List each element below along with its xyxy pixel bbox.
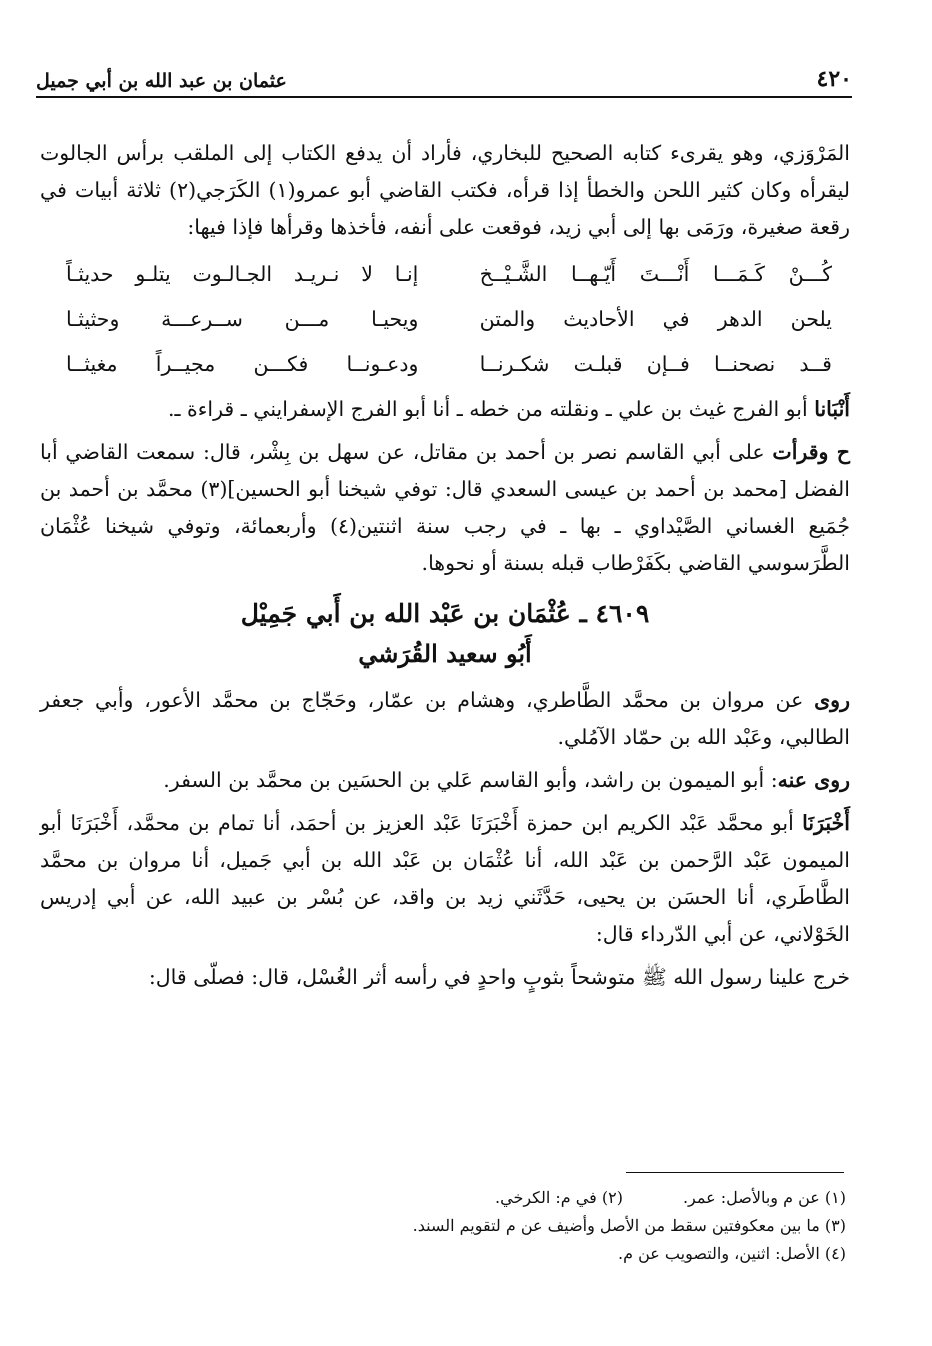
paragraph-4-text: عن مروان بن محمَّد الطَّاطري، وهشام بن عمّار، وحَجّاج بن محمَّد الأعور، وأبي جعفر الطالبي، وعَبْد الله بن حمّاد الآمُلي. — [40, 688, 850, 749]
paragraph-5 — [40, 762, 850, 799]
paragraph-4 — [40, 682, 850, 756]
poem — [40, 252, 850, 387]
paragraph-3-lead: ح وقرأت — [772, 440, 851, 464]
entry-subtitle: أَبُو سعيد القُرَشي — [358, 639, 532, 668]
paragraph-1: المَرْوَزي، وهو يقرىء كتابه الصحيح للبخاري، فأراد أن يدفع الكتاب إلى الملقب برأس الجالوت ليقرأه وكان كثير اللحن والخطأ إذا قرأه، فكتب القاضي أبو عمرو(١) الكَرَجي(٢) ثلاثة أبيات في رقعة صغيرة، ورَمَى بها إلى أبي زيد، فوقعت على أنفه، فأخذها وقرأها فإذا فيها: — [40, 141, 850, 239]
poem-verse-2 — [40, 297, 850, 342]
footnote-row — [300, 1184, 846, 1212]
running-title: عثمان بن عبد الله بن أبي جميل — [36, 70, 287, 92]
entry-heading — [40, 594, 850, 674]
paragraph-2 — [40, 391, 850, 428]
footnote-3: (٣) ما بين معكوفتين سقط من الأصل وأضيف عن م لتقويم السند. — [412, 1216, 846, 1235]
hemistich-right: قــد نصحنــا فــإن قبلـت شكـرنــا — [479, 352, 832, 376]
hemistich-left: إنـا لا نـريـد الجـالـوت يتلـو حديثـاً — [66, 262, 419, 286]
paragraph-7: خرج علينا رسول الله ﷺ متوشحاً بثوبٍ واحدٍ في رأسه أثر الغُسْل، قال: فصلّى قال: — [148, 965, 850, 989]
page-number: ٤٢٠ — [816, 66, 852, 92]
footnote-1: (١) عن م وبالأصل: عمر. — [682, 1188, 846, 1207]
hemistich-left: ويحيـا مـــن ســرعـــة وحثيثـا — [66, 307, 419, 331]
footnote-rule — [626, 1172, 844, 1173]
poem-verse-3 — [40, 342, 850, 387]
entry-title: ٤٦٠٩ ـ عُثْمَان بن عَبْد الله بن أَبي جَمِيْل — [240, 599, 650, 628]
paragraph-6-text: أبو محمَّد عَبْد الكريم ابن حمزة أَخْبَرَنَا عَبْد العزيز بن أحمَد، أنا تمام بن محمَّد، أَخْبَرَنَا أبو الميمون عَبْد الرَّحمن بن عَبْد الله، أنا عُثْمَان بن عَبْد الله بن أبي جَميل، أنا مروان بن محمَّد الطَّاطَري، أنا الحسَن بن يحيى، حَدَّثَني زيد بن واقد، عن بُسْر بن عبيد الله، عن أبي إدريس الخَوْلاني، عن أبي الدّرداء قال: — [40, 811, 850, 946]
hemistich-left: ودعـونــا فكـــن مجيــراً مغيثــا — [66, 352, 419, 376]
hemistich-right: يلحن الدهر في الأحاديث والمتن — [479, 307, 832, 331]
paragraph-2-text: أبو الفرج غيث بن علي ـ ونقلته من خطه ـ أنا أبو الفرج الإسفرايني ـ قراءة ـ. — [167, 397, 815, 421]
page-body — [40, 135, 850, 1002]
hemistich-right: كُـــنْ كَـمَـــا أَنْـــتَ أَيّـهــا الشَّـيْــخ — [479, 262, 832, 286]
footnote-4: (٤) الأصل: اثنين، والتصويب عن م. — [618, 1244, 846, 1263]
paragraph-5-text: : أبو الميمون بن راشد، وأبو القاسم عَلي بن الحسَين بن محمَّد بن السفر. — [163, 768, 778, 792]
footnote-2: (٢) في م: الكرخي. — [495, 1188, 623, 1207]
paragraph-6-lead: أَخْبَرَنَا — [802, 811, 850, 835]
poem-verse-1 — [40, 252, 850, 297]
paragraph-5-lead: روى عنه — [777, 768, 850, 792]
paragraph-3-text: على أبي القاسم نصر بن أحمد بن مقاتل، عن سهل بن بِشْر، قال: سمعت القاضي أبا الفضل [محمد بن أحمد بن عيسى السعدي قال: توفي شيخنا أبو الحسين](٣) محمَّد بن أحمد بن جُمَيع الغساني الصَّيْداوي ـ بها ـ في رجب سنة اثنتين(٤) وأربعمائة، وتوفي شيخنا عُثْمَان الطَّرَسوسي القاضي بكَفَرْطاب قبله بسنة أو نحوها. — [40, 440, 850, 575]
paragraph-6 — [40, 805, 850, 953]
page-header — [36, 62, 852, 98]
paragraph-3 — [40, 434, 850, 582]
paragraph-2-lead: أَنْبَانا — [814, 397, 850, 421]
footnotes — [300, 1184, 846, 1268]
paragraph-4-lead: روى — [814, 688, 850, 712]
